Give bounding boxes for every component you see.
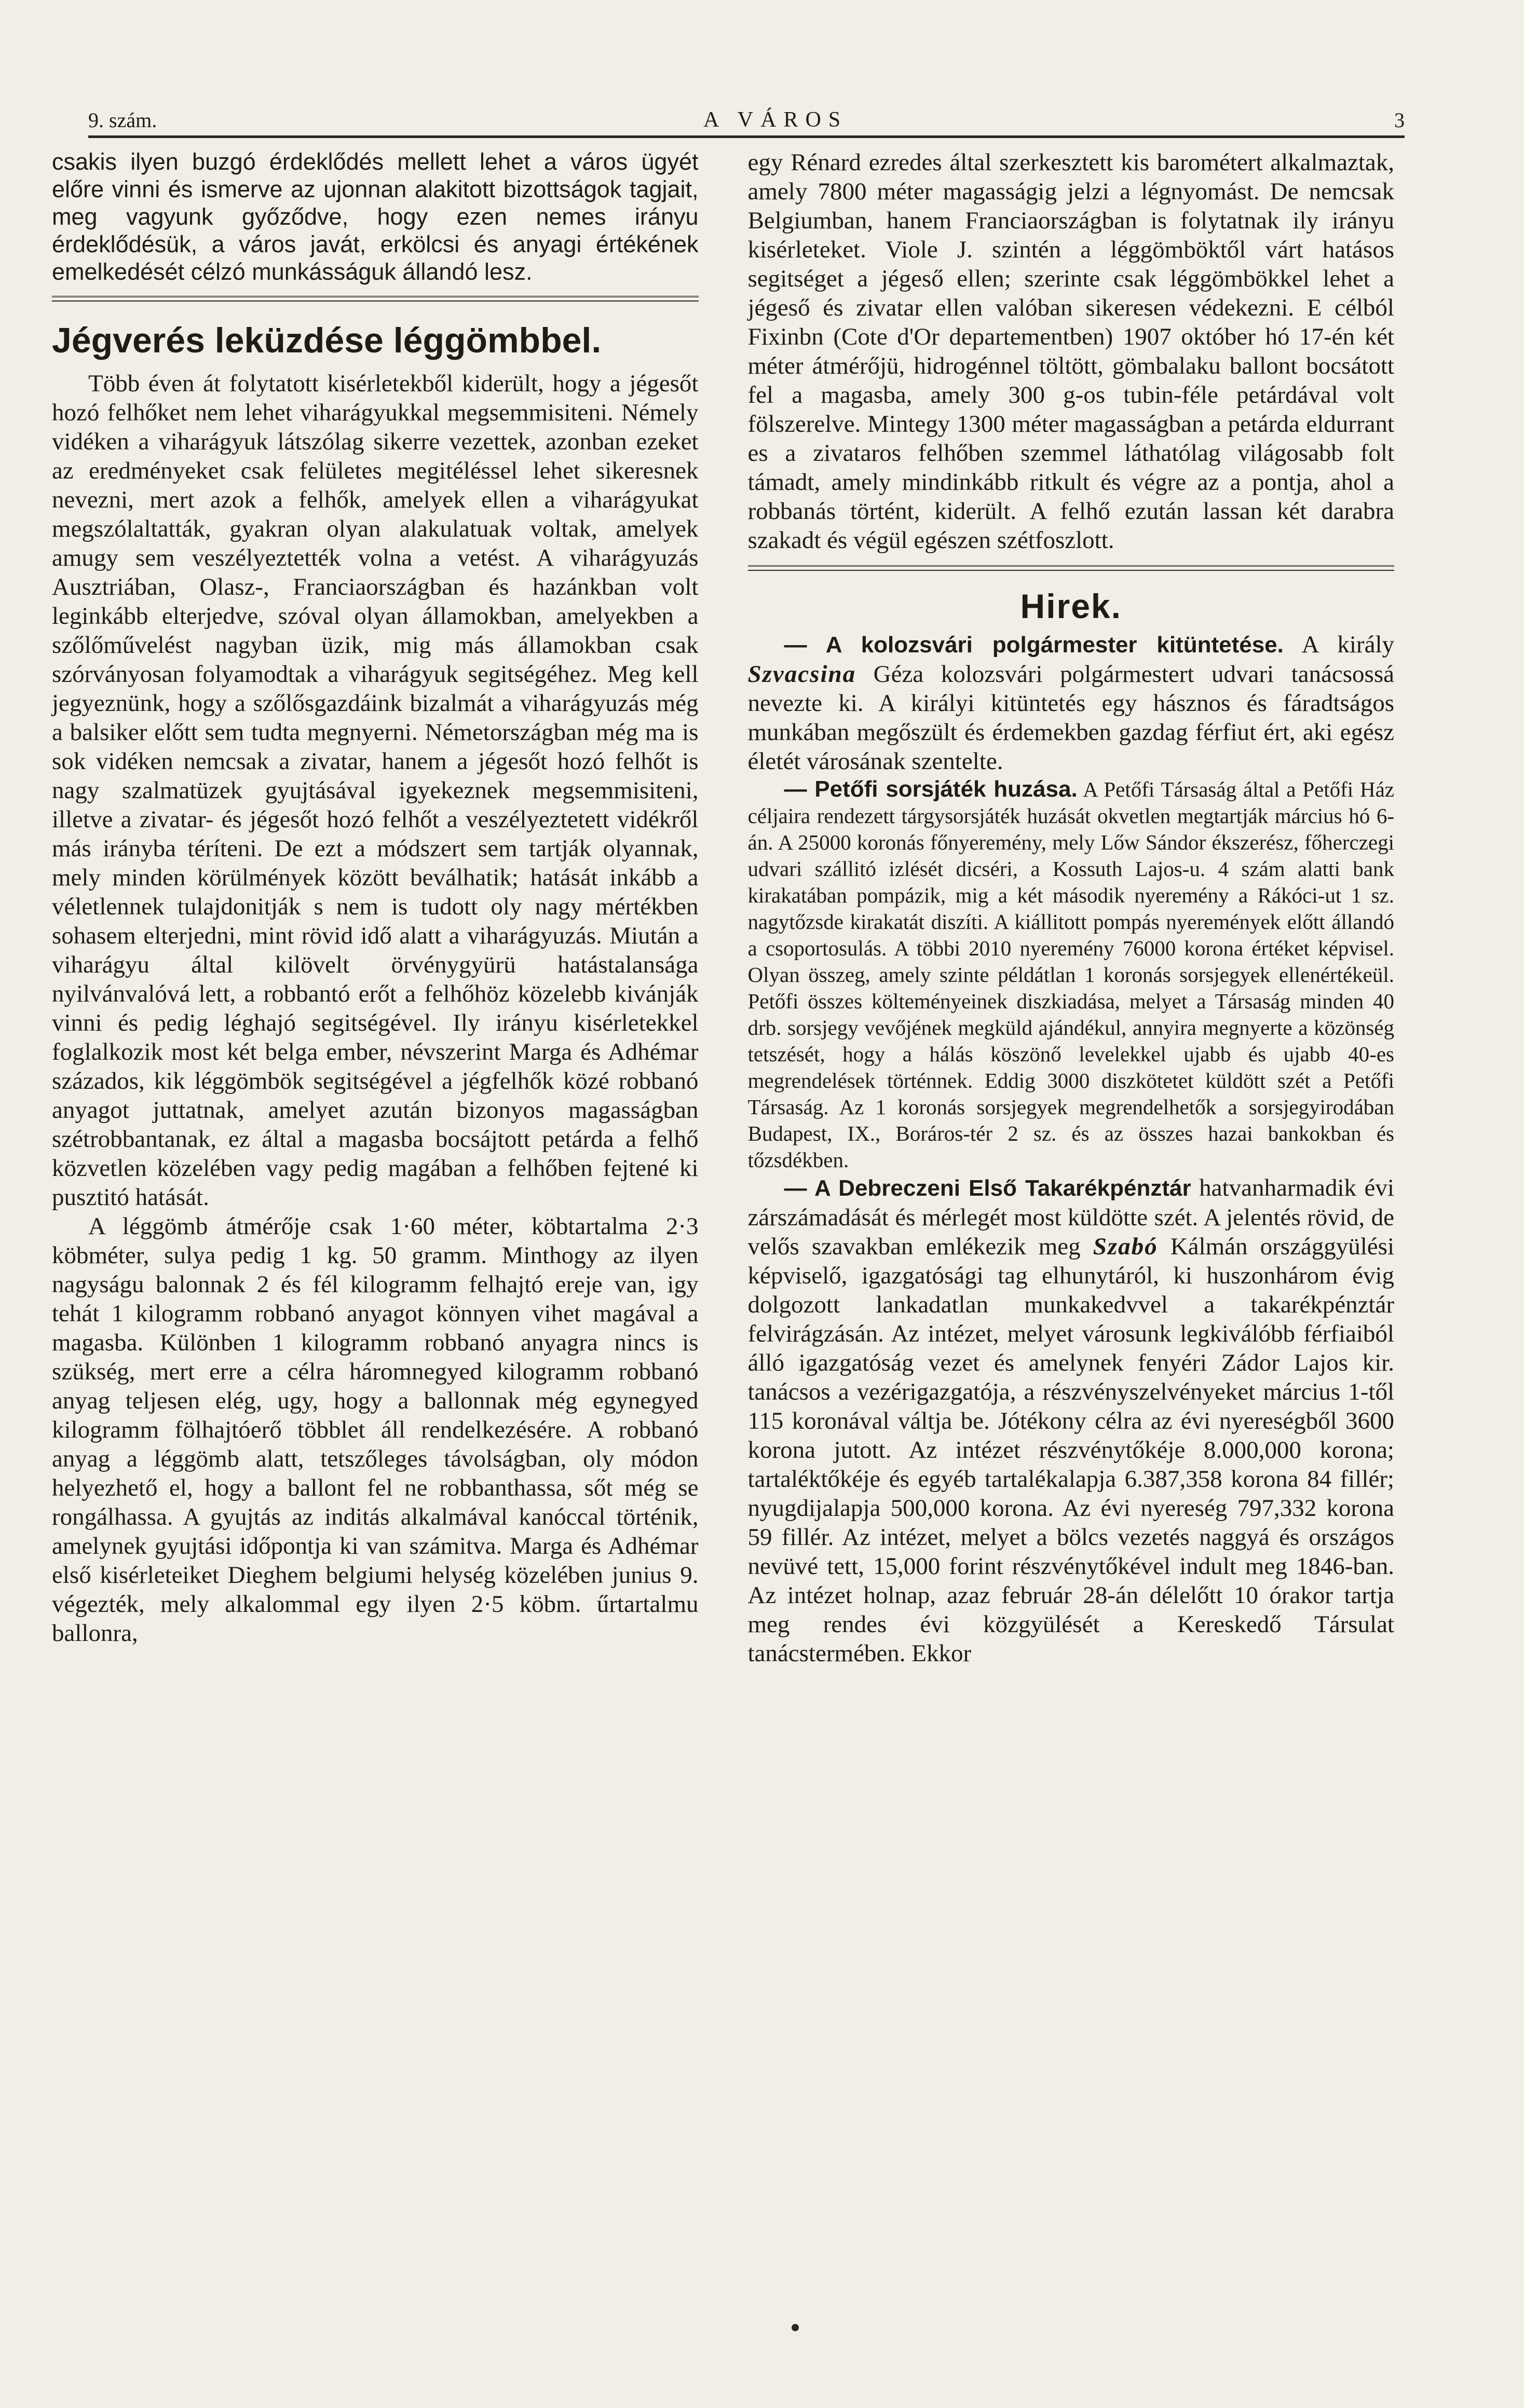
news-item-1-lead: — A kolozsvári polgármester kitüntetése. — [784, 632, 1284, 658]
page-number: 3 — [1394, 108, 1405, 132]
news-item-2: — Petőfi sorsjáték huzása. A Petőfi Társaság által a Petőfi Ház céljaira rendezett tárgysorsjáték huzását okvetlen megtartják március hó 6-án. A 25000 koronás főnyeremény, mely Lőw Sándor ékszerész, főherczegi udvari szállitó izlését dicséri, a Kossuth Lajos-u. 4 szám alatti bank kirakatában pompázik, mig a két második nyeremény a Rákóci-ut 1 sz. nagytőzsde kirakatát diszíti. A kiállitott pompás nyeremények előtt állandó a csoportosulás. A többi 2010 nyeremény 76000 korona értéket képvisel. Olyan összeg, amely szinte példátlan 1 koronás sorsjegyek ellenértékeül. Petőfi összes költeményeinek diszkiadása, melyet a Társaság minden 40 drb. sorsjegy vevőjének megküld ajándékul, annyira megnyerte a közönség tetszését, hogy a hálás köszönő levelekkel ujabb és ujabb 40-es megrendelések történnek. Eddig 3000 diszkötetet küldött szét a Petőfi Társaság. Az 1 koronás sorsjegyek megrendelhetők a sorsjegyirodában Budapest, IX., Boráros-tér 2 sz. és az összes hazai bankokban és tőzsdékben. — [747, 776, 1394, 1172]
person-name: Szabó — [1093, 1233, 1158, 1260]
left-column — [52, 148, 699, 2346]
footer-dot — [792, 2324, 799, 2331]
section-divider — [748, 565, 1395, 571]
article-heading: Jégverés leküzdése léggömbbel. — [52, 321, 602, 360]
columns — [52, 148, 1394, 2346]
right-column — [748, 148, 1395, 2346]
section-divider — [52, 296, 699, 302]
intro-paragraph: csakis ilyen buzgó érdeklődés mellett lehet a város ügyét előre vinni és ismerve az ujonnan alakitott bizottságok tagjait, meg vagyunk győződve, hogy ezen nemes irányu érdeklődésük, a város javát, erkölcsi és anyagi értékének emelkedését célzó munkásságuk állandó lesz. — [52, 148, 699, 285]
news-item-3: — A Debreczeni Első Takarékpénztár hatvanharmadik évi zárszámadását és mérlegét most küldötte szét. A jelentés rövid, de velős szavakban emlékezik meg Szabó Kálmán országgyülési képviselő, igazgatósági tag elhunytáról, ki huszonhárom évig dolgozott lankadatlan munkakedvvel a takarékpénztár felvirágzásán. Az intézet, melyet városunk legkiválóbb férfiaiból álló igazgatóság vezet és amelynek fenyéri Zádor Lajos kir. tanácsos a vezérigazgatója, a részvényszelvényeket március 1-től 115 koronával váltja be. Jótékony célra az évi nyereségből 3600 korona jutott. Az intézet részvénytőkéje 8.000,000 korona; tartaléktőkéje és egyéb tartalékalapja 6.387,358 korona 84 fillér; nyugdijalapja 500,000 korona. Az évi nyereség 797,332 korona 59 fillér. Az intézet, melyet a bölcs vezetés naggyá és országos nevüvé tett, 15,000 forint részvénytőkével indult meg 1846-ban. Az intézet holnap, azaz február 28-án délelőtt 10 órakor tartja meg rendes évi közgyülését a Kereskedő Társulat tanácstermében. Ekkor — [747, 1174, 1395, 1667]
issue-number: 9. szám. — [88, 108, 157, 132]
article-continuation: egy Rénard ezredes által szerkesztett kis barométert alkalmaztak, amely 7800 méter magasságig jelzi a légnyomást. De nemcsak Belgiumban, hanem Franciaországban is folytatnak ily irányu kisérleteket. Viole J. szintén a léggömböktől várt hatásos segitséget a jégeső ellen; szerinte csak léggömbökkel lehet a jégeső és zivatar ellen valóban sikeresen védekezni. E célból Fixinbn (Cote d'Or departementben) 1907 október hó 17-én két méter átmérőjü, hidrogénnel töltött, gömbalaku ballont bocsátott fel a magasba, amely 300 g-os tubin-féle petárdával volt fölszerelve. Mintegy 1300 méter magasságban a petárda eldurrant es a zivataros felhőben szemmel láthatólag világosabb folt támadt, amely mindinkább ritkult és végre az a pontja, ahol a robbanás történt, kiderült. A felhő ezután lassan két darabra szakadt és végül egészen szétfoszlott. — [747, 149, 1394, 554]
article-paragraph-2: A léggömb átmérője csak 1·60 méter, köbtartalma 2·3 köbméter, sulya pedig 1 kg. 50 gramm. Minthogy az ilyen nagyságu balonnak 2 és fél kilogramm felhajtó ereje van, igy tehát 1 kilogramm robbanó anyagot könnyen vihet magával a magasba. Különben 1 kilogramm robbanó anyagra nincs is szükség, mert erre a célra háromnegyed kilogramm robbanó anyag teljesen elég, ugy, hogy a ballonnak még egynegyed kilogramm fölhajtóerő többlet áll rendelkezésére. A robbanó anyag a léggömb alatt, tetszőleges távolságban, oly módon helyezhető el, hogy a ballont fel ne robbanthassa, sőt még se rongálhassa. A gyujtás az inditás alkalmával kanóccal történik, amelynek gyujtási időpontja ki van számitva. Marga és Adhémar első kisérleteiket Dieghem belgiumi helység közelében junius 9. végezték, mely alkalommal egy ilyen 2·5 köbm. űrtartalmu ballonra, — [52, 1213, 699, 1647]
news-heading: Hirek. — [1020, 587, 1122, 625]
article-paragraph-1: Több éven át folytatott kisérletekből kiderült, hogy a jégesőt hozó felhőket nem lehet viharágyukkal megsemmisiteni. Némely vidéken a viharágyuk látszólag sikerre vezettek, azonban ezeket az eredményeket csak felületes megitéléssel lehet sikeresnek nevezni, mert azok a felhők, amelyek ellen a viharágyukat megszólaltatták, gyakran olyan alakulatuak voltak, amelyek amugy sem veszélyeztették volna a vetést. A viharágyuzás Ausztriában, Olasz-, Franciaországban és hazánkban volt leginkább elterjedve, szóval olyan államokban, amelyekben a szőlőművelést nagyban üzik, mig más államokban csak szórványosan folyamodtak a viharágyuk segitségéhez. Meg kell jegyeznünk, hogy a szőlősgazdáink bizalmát a viharágyuzás még a balsiker előtt sem tudta megnyerni. Németországban még ma is sok vidéken nemcsak a zivatar, hanem a jégesőt hozó felhőt is nagy szalmatüzek gyujtásával igyekeznek megsemmisiteni, illetve a zivatar- és jégesőt hozó felhőt a veszélyeztetett vidékről más irányba téríteni. De ezt a módszert sem tartják olyannak, mely minden körülmények között beválhatik; hatását inkább a véletlennek tulajdonitják s nem is tudott oly nagy mértékben sohasem elterjedni, mint rövid idő alatt a viharágyuzás. Miután a viharágyu által kilövelt örvénygyürü hatástalansága nyilvánvalóvá lett, a robbantó erőt a felhőhöz közelebb kivánják vinni és pedig léghajó segitségével. Ily irányu kisérletekkel foglalkozik most két belga ember, névszerint Marga és Adhémar százados, kik léggömbök segitségével a jégfelhők közé robbanó anyagot juttatnak, amelyet azután bizonyos magasságban szétrobbantanak, ez által a magasba bocsájtott petárda a felhő közvetlen közelében vagy pedig magában a felhőben fejtené ki pusztitó hatását. — [52, 370, 699, 1211]
newspaper-title: A VÁROS — [703, 108, 848, 132]
person-name: Szvacsina — [747, 661, 856, 688]
page-header — [88, 91, 1405, 138]
news-item-1: — A kolozsvári polgármester kitüntetése. A király Szvacsina Géza kolozsvári polgármestert udvari tanácsossá nevezte ki. A királyi kitüntetés egy hásznos és fáradtságos munkában megőszült és érdemekben gazdag férfiut ért, aki egész életét városának szentelte. — [747, 631, 1394, 775]
news-item-3-lead: — A Debreczeni Első Takarékpénztár — [784, 1175, 1191, 1201]
news-item-2-lead: — Petőfi sorsjáték huzása. — [784, 776, 1078, 802]
